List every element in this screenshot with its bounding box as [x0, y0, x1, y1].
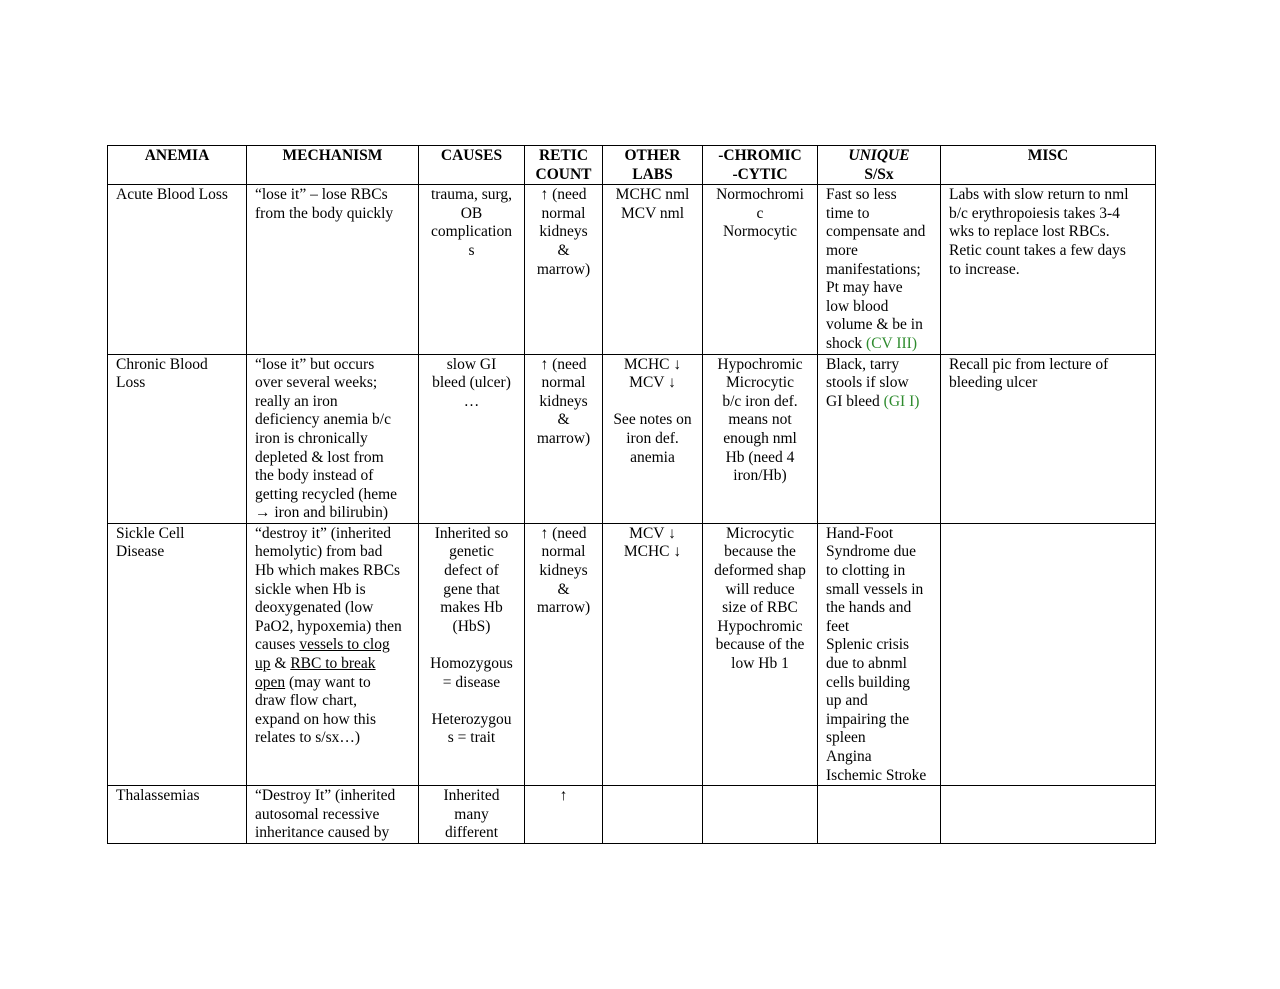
cell-retic: ↑ (need normal kidneys & marrow)	[525, 523, 603, 785]
cell-other-labs: MCHC nml MCV nml	[603, 185, 703, 354]
cell-chromic: Hypochromic Microcytic b/c iron def. means not enough nml Hb (need 4 iron/Hb)	[703, 354, 818, 523]
table-row	[108, 523, 1156, 785]
cell-other-labs: MCHC ↓ MCV ↓ See notes on iron def. anemia	[603, 354, 703, 523]
header-retic-count: RETIC COUNT	[525, 146, 603, 185]
cell-retic: ↑ (need normal kidneys & marrow)	[525, 354, 603, 523]
cell-anemia: Thalassemias	[108, 786, 247, 844]
table-row	[108, 786, 1156, 844]
header-chromic-cytic: -CHROMIC -CYTIC	[703, 146, 818, 185]
cell-unique	[818, 786, 941, 844]
cell-mechanism: “lose it” but occurs over several weeks; really an iron deficiency anemia b/c iron is chronically depleted & lost from the body instead of getting recycled (heme → iron and bilirubin)	[247, 354, 419, 523]
table-row	[108, 185, 1156, 354]
cell-misc: Labs with slow return to nml b/c erythropoiesis takes 3-4 wks to replace lost RBCs. Retic count takes a few days to increase.	[941, 185, 1156, 354]
header-other-labs: OTHER LABS	[603, 146, 703, 185]
system-tag: (GI I)	[883, 392, 920, 410]
table-row	[108, 354, 1156, 523]
cell-causes: slow GI bleed (ulcer) …	[419, 354, 525, 523]
cell-mechanism: “destroy it” (inherited hemolytic) from bad Hb which makes RBCs sickle when Hb is deoxygenated (low PaO2, hypoxemia) then causes vessels to clog up & RBC to break open (may want to draw flow chart, expand on how this relates to s/sx…)	[247, 523, 419, 785]
cell-retic: ↑ (need normal kidneys & marrow)	[525, 185, 603, 354]
header-mechanism: MECHANISM	[247, 146, 419, 185]
cell-causes: trauma, surg, OB complication s	[419, 185, 525, 354]
cell-unique: Black, tarry stools if slow GI bleed (GI I)	[818, 354, 941, 523]
cell-unique: Hand-Foot Syndrome due to clotting in small vessels in the hands and feet Splenic crisis due to abnml cells building up and impairing the spleen Angina Ischemic Stroke	[818, 523, 941, 785]
cell-anemia: Sickle Cell Disease	[108, 523, 247, 785]
header-misc: MISC	[941, 146, 1156, 185]
cell-anemia: Acute Blood Loss	[108, 185, 247, 354]
cell-mechanism: “lose it” – lose RBCs from the body quickly	[247, 185, 419, 354]
cell-chromic: Microcytic because the deformed shap will reduce size of RBC Hypochromic because of the low Hb 1	[703, 523, 818, 785]
cell-other-labs	[603, 786, 703, 844]
header-row	[108, 146, 1156, 185]
cell-misc: Recall pic from lecture of bleeding ulcer	[941, 354, 1156, 523]
cell-chromic	[703, 786, 818, 844]
cell-misc	[941, 786, 1156, 844]
cell-misc	[941, 523, 1156, 785]
cell-anemia: Chronic Blood Loss	[108, 354, 247, 523]
cell-retic: ↑	[525, 786, 603, 844]
system-tag: (CV III)	[866, 334, 917, 352]
anemia-table	[107, 145, 1156, 844]
cell-causes: Inherited many different	[419, 786, 525, 844]
header-anemia: ANEMIA	[108, 146, 247, 185]
cell-causes: Inherited so genetic defect of gene that makes Hb (HbS) Homozygous = disease Heterozygou s = trait	[419, 523, 525, 785]
cell-chromic: Normochromi c Normocytic	[703, 185, 818, 354]
header-causes: CAUSES	[419, 146, 525, 185]
cell-mechanism: “Destroy It” (inherited autosomal recessive inheritance caused by	[247, 786, 419, 844]
cell-unique: Fast so less time to compensate and more manifestations; Pt may have low blood volume & be in shock (CV III)	[818, 185, 941, 354]
header-unique-ssx: UNIQUE S/Sx	[818, 146, 941, 185]
cell-other-labs: MCV ↓ MCHC ↓	[603, 523, 703, 785]
